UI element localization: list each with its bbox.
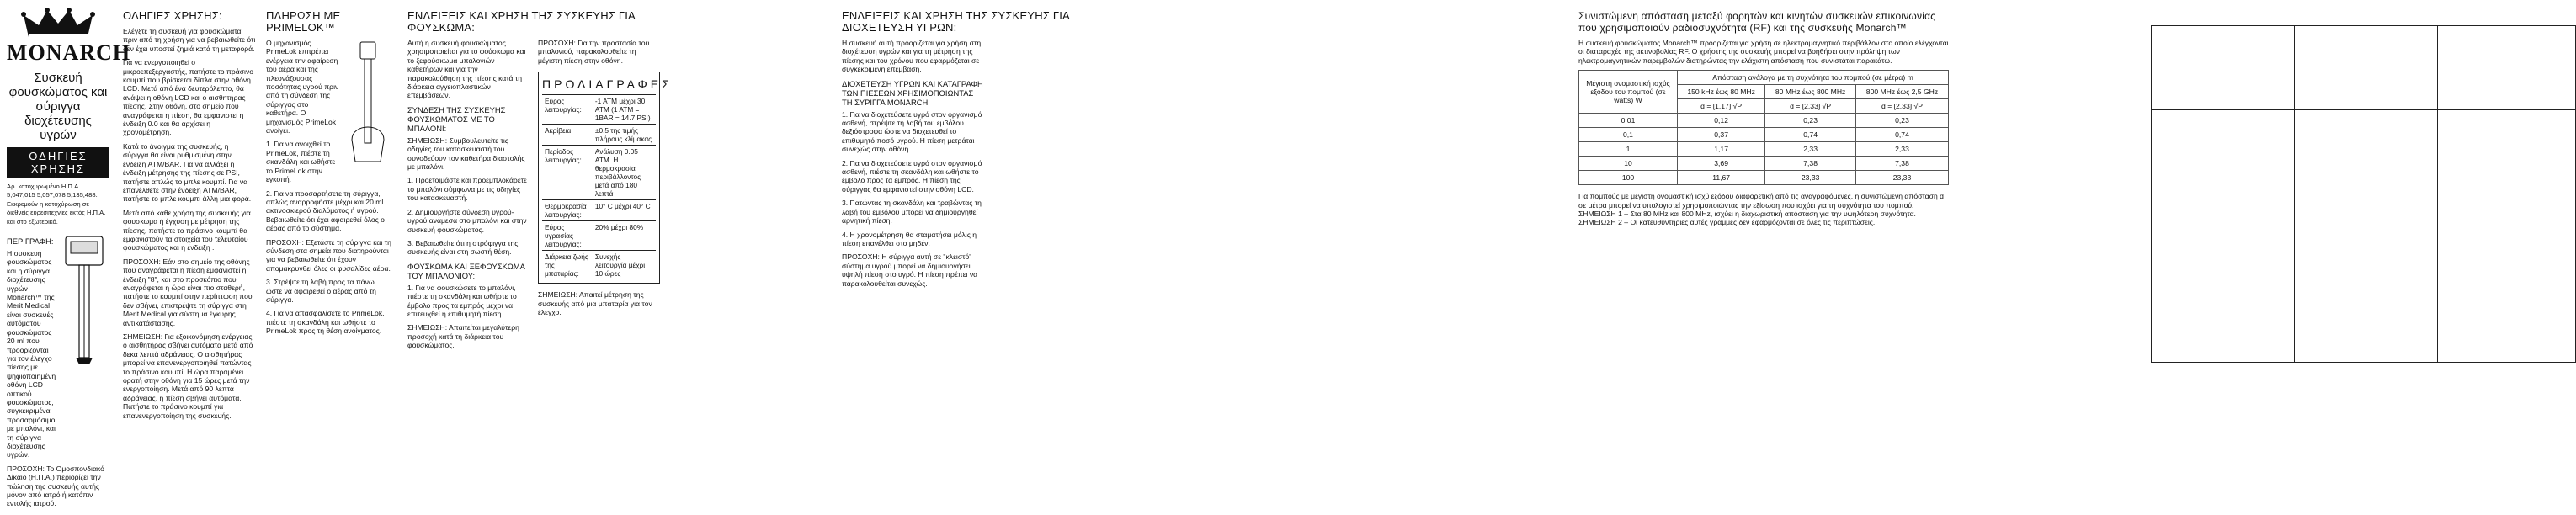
specifications-box xyxy=(538,72,673,284)
power-cell: 0,1 xyxy=(1579,128,1678,142)
spec-label: Εύρος λειτουργίας: xyxy=(542,95,593,125)
spec-row xyxy=(542,251,656,280)
paragraph: Ο μηχανισμός PrimeLok επιτρέπει ενέργεια την αφαίρεση του αέρα και της πλεονάζουσας ποσότητας υγρού πριν από τη σύνδεση της σύριγγας στο καθετήρα. Ο μηχανισμός PrimeLok ανοίγει. xyxy=(266,39,339,135)
step-3: 3. Πατώντας τη σκανδάλη και τραβώντας τη λαβή του εμβόλου μπορεί να δημιουργηθεί αρνητική πίεση. xyxy=(842,199,982,226)
caution-paragraph: ΠΡΟΣΟΧΗ: Για την προστασία του μπαλονιού, παρακολουθείτε τη μέγιστη πίεση στην οθόνη. xyxy=(538,39,650,65)
distance-cell: 0,23 xyxy=(1855,114,1948,128)
spec-label: Θερμοκρασία λειτουργίας: xyxy=(542,200,593,221)
description-text: Η συσκευή φουσκώματος και η σύριγγα διοχέτευσης υγρών Monarch™ της Merit Medical είναι συσκευές αυτόματου φουσκώματος 20 ml που προορίζονται για τον έλεγχο πίεσης με ψηφιοποιημένη οθόνη LCD οπτικού φουσκώματος, συγκεκριμένα προσαρμόσιμο με μπαλόνι, και τη σύριγγα διοχέτευσης υγρών. xyxy=(7,249,56,459)
spec-label: Διάρκεια ζωής της μπαταρίας: xyxy=(542,251,593,280)
distance-cell: 0,12 xyxy=(1678,114,1765,128)
spec-value: ±0.5 της τιμής πλήρους κλίμακας xyxy=(593,125,656,146)
distance-cell: 0,74 xyxy=(1765,128,1856,142)
caution-paragraph: ΠΡΟΣΟΧΗ: Η σύριγγα αυτή σε "κλειστό" σύστημα υγρού μπορεί να δημιουργήσει υψηλή πίεση στο υγρό. Η πίεση πρέπει να παρακολουθείται συνεχώς. xyxy=(842,252,978,288)
power-cell: 10 xyxy=(1579,157,1678,171)
distance-cell: 23,33 xyxy=(1855,171,1948,185)
note-paragraph: ΣΗΜΕΙΩΣΗ: Συμβουλευτείτε τις οδηγίες του κατασκευαστή του συνοδεύουν τον καθετήρα διαστολής με μπαλόνι. xyxy=(407,135,525,172)
distance-cell: 7,38 xyxy=(1765,157,1856,171)
table-row xyxy=(1579,142,1949,157)
paragraph: Για να ενεργοποιηθεί ο μικροεπεξεργαστής, πατήστε το πράσινο κουμπί που βρίσκεται δίπλα στην οθόνη LCD. Μετά από ένα δευτερόλεπτο, θα ανάψει η οθόνη LCD και ο αισθητήρας πίεσης. Στην οθόνη, στο σημείο που αναγράφεται η πίεση, θα εμφανιστεί η ένδειξη 0.0 και θα αρχίσει η χρονομέτρηση. xyxy=(123,58,254,137)
table-row xyxy=(1579,128,1949,142)
distance-cell: 1,17 xyxy=(1678,142,1765,157)
distance-cell: 0,23 xyxy=(1765,114,1856,128)
step-4: 4. Για να απασφαλίσετε το PrimeLok, πιέστε τη σκανδάλη και ωθήστε το PrimeLok προς τη θέση ανοίγματος. xyxy=(266,309,385,336)
distance-cell: 0,74 xyxy=(1855,128,1948,142)
spec-label: Ακρίβεια: xyxy=(542,125,593,146)
blank-grid-page xyxy=(2151,0,2576,515)
spec-row xyxy=(542,125,656,146)
spec-value: 20% μέχρι 80% xyxy=(593,221,656,251)
spec-value: Συνεχής λειτουργία μέχρι 10 ώρες xyxy=(593,251,656,280)
paragraph: Αυτή η συσκευή φουσκώματος χρησιμοποιείται για το φούσκωμα και το ξεφούσκωμα μπαλονιών καθετήρων και για την παρακολούθηση της πίεσης κατά τη διάρκεια αγγειοπλαστικών επεμβάσεων. xyxy=(407,39,526,100)
distance-cell: 7,38 xyxy=(1855,157,1948,171)
paragraph: Μετά από κάθε χρήση της συσκευής για φουσκωμα ή έγχυση με μέτρηση της πίεσης, πατήστε το πράσινο κουμπί θα εμφανιστούν τα στοιχεία του τελευταίου φουσκώματος και η ένδειξη . xyxy=(123,208,251,252)
formula-cell: d = [2.33] √P xyxy=(1855,99,1948,114)
product-title: Συσκευή φουσκώματος και σύριγγα διοχέτευσης υγρών xyxy=(8,71,108,142)
spec-row xyxy=(542,95,656,125)
step-2: 2. Για να διοχετεύσετε υγρό στον οργανισμό ασθενή, πιέστε τη σκανδάλη και ωθήστε το έμβολο προς τα εμπρός. Η πίεση της σύριγγας θα εμφανιστεί στην οθόνη LCD. xyxy=(842,158,982,194)
subheading: ΦΟΥΣΚΩΜΑ ΚΑΙ ΞΕΦΟΥΣΚΩΜΑ ΤΟΥ ΜΠΑΛΟΝΙΟΥ: xyxy=(407,261,525,280)
step-1: 1. Για να ανοιχθεί το PrimeLok, πιέστε τη σκανδάλη και ωθήστε το PrimeLok στην εγκοπή. xyxy=(266,140,336,184)
inflation-column xyxy=(407,7,673,508)
step-2: 2. Δημιουργήστε σύνδεση υγρού-υγρού ανάμεσα στο μπαλόνι και στην συσκευή φουσκώματος. xyxy=(407,207,527,234)
primelok-column xyxy=(266,7,392,508)
rf-footnote: Για πομπούς με μέγιστη ονομαστική ισχύ εξόδου διαφορετική από τις αναγραφόμενες, η συνιστώμενη απόσταση d σε μέτρα μπορεί να υπολογιστεί χρησιμοποιώντας την εξίσωση που ισχύει για τη συχνότητα του πομπού. ΣΗΜΕΙΩΣΗ 1 – Στα 80 MHz και 800 MHz, ισχύει η διαχωριστική απόσταση για την υψηλότερη συχνότητα. ΣΗΜΕΙΩΣΗ 2 – Οι κατευθυντήριες αυτές γραμμές δεν εφαρμόζονται σε όλες τις περιπτώσεις. xyxy=(1578,192,1944,227)
distance-cell: 0,37 xyxy=(1678,128,1765,142)
subheading: ΔΙΟΧΕΤΕΥΣΗ ΥΓΡΩΝ ΚΑΙ ΚΑΤΑΓΡΑΦΗ ΤΩΝ ΠΙΕΣΕΩΝ ΧΡΗΣΙΜΟΠΟΙΩΝΤΑΣ ΤΗ ΣΥΡΙΓΓΑ MONARCH: xyxy=(842,78,983,107)
fluid-heading: ΕΝΔΕΙΞΕΙΣ ΚΑΙ ΧΡΗΣΗ ΤΗΣ ΣΥΣΚΕΥΗΣ ΓΙΑ ΔΙΟΧΕΤΕΥΣΗ ΥΓΡΩΝ: xyxy=(842,9,1070,34)
primelok-heading: ΠΛΗΡΩΣΗ ΜΕ PRIMELOK™ xyxy=(266,9,341,34)
crown-logo-icon xyxy=(7,7,109,40)
note-paragraph: ΣΗΜΕΙΩΣΗ: Απαιτείται μεγαλύτερη προσοχή κατά τη διάρκεια του φουσκώματος. xyxy=(407,323,519,350)
syringe-figure-icon xyxy=(343,39,392,165)
caution-paragraph: ΠΡΟΣΟΧΗ: Εξετάστε τη σύριγγα και τη σύνδεση στα σημεία που διατηρούνται για να βεβαιωθείτε ότι έχουν απομακρυνθεί όλες οι φυσαλίδες αέρα. xyxy=(266,237,391,273)
brand-column xyxy=(7,7,131,508)
band-header: 150 kHz έως 80 MHz xyxy=(1678,85,1765,99)
rf-heading: Συνιστώμενη απόσταση μεταξύ φορητών και κινητών συσκευών επικοινωνίας που χρησιμοποιούν ραδιοσυχνότητα (RF) και της συσκευής Monarch™ xyxy=(1578,10,1936,34)
instructions-bar: ΟΔΗΓΙΕΣ ΧΡΗΣΗΣ xyxy=(7,147,109,178)
step-1: 1. Προετοιμάστε και προεμπλοκάρετε το μπαλόνι σύμφωνα με τις οδηγίες του κατασκευαστή. xyxy=(407,176,527,203)
spec-row xyxy=(542,146,656,200)
spec-row xyxy=(542,221,656,251)
caution-text: ΠΡΟΣΟΧΗ: Το Ομοσπονδιακό Δίκαιο (Η.Π.Α.) περιορίζει την πώληση της συσκευής αυτής μόνον από ιατρό ή κατόπιν εντολής ιατρού. xyxy=(7,464,104,508)
brand-name: MONARCH xyxy=(7,40,131,65)
step-1: 1. Για να διοχετεύσετε υγρό στον οργανισμό ασθενή, στρέψτε τη λαβή του εμβόλου δεξιόστροφα ώστε να διοχετευθεί το επιθυμητό ποσό υγρού. Η πίεση μετράται συνεχώς στην οθόνη. xyxy=(842,109,982,154)
paragraph: Κατά το άνοιγμα της συσκευής, η σύριγγα θα είναι ρυθμισμένη στην ένδειξη ATM/BAR. Για να αλλάξει η ένδειξη μέτρησης της πίεσης σε PSI, πατήστε απλώς το μπλε κουμπί. Για να επανέλθετε στην ένδειξη ATM/BAR, πατήστε το μπλε κουμπί άλλη μια φορά. xyxy=(123,141,252,204)
caution-paragraph: ΠΡΟΣΟΧΗ: Εάν στο σημείο της οθόνης που αναγράφεται η πίεση εμφανιστεί η ένδειξη "8", και στο προσκόπιο που αναγράφεται η ώρα είναι πιο σταθερή, πατήστε το κουμπί στην περίπτωση που δεν σβήνει, επιστρέψτε τη σύριγγα στη Merit Medical για σύστημα έγκυρης αντικατάστασης. xyxy=(123,257,253,327)
power-cell: 100 xyxy=(1579,171,1678,185)
step-4: 4. Η χρονομέτρηση θα σταματήσει μόλις η πίεση επανέλθει στο μηδέν. xyxy=(842,230,977,247)
note-paragraph: ΣΗΜΕΙΩΣΗ: Για εξοικονόμηση ενέργειας ο αισθητήρας σβήνει αυτόματα μετά από δεκα λεπτά αδράνειας. Ο αισθητήρας μπορεί να επανενεργοποιηθεί πατώντας το πράσινο κουμπί. Η ώρα παραμένει ορατή στην οθόνη για 15 ώρες μετά την ενεργοποίηση. Μετά από 90 λεπτά αδράνειας, η πίεση σβήνει αυτόματα. Πατήστε το πράσινο κουμπί για επανενεργοποίηση της συσκευής. xyxy=(123,332,253,420)
table-row xyxy=(1579,171,1949,185)
instructions-heading: ΟΔΗΓΙΕΣ ΧΡΗΣΗΣ: xyxy=(123,9,222,22)
rf-distance-column xyxy=(1578,7,1949,508)
band-header: 800 MHz έως 2,5 GHz xyxy=(1855,85,1948,99)
note-paragraph: ΣΗΜΕΙΩΣΗ: Απαιτεί μέτρηση της συσκευής από μια μπαταρία για τον έλεγχο. xyxy=(538,290,652,317)
band-header: 80 MHz έως 800 MHz xyxy=(1765,85,1856,99)
distance-cell: 11,67 xyxy=(1678,171,1765,185)
distance-header: Απόσταση ανάλογα με τη συχνότητα του πομπού (σε μέτρα) m xyxy=(1678,71,1949,85)
spec-label: Εύρος υγρασίας λειτουργίας: xyxy=(542,221,593,251)
paragraph: Η συσκευή αυτή προορίζεται για χρήση στη διοχέτευση υγρών και για τη μέτρηση της πίεσης και του χρόνου που εφαρμόζεται σε συγκεκριμένη επέμβαση. xyxy=(842,39,982,74)
rf-distance-table xyxy=(1578,70,1949,185)
description-heading: ΠΕΡΙΓΡΑΦΗ: xyxy=(7,236,54,247)
instructions-column xyxy=(123,7,256,508)
patent-text: Αρ. κατοχυρωμένο Η.Π.Α. 5,047,015 5,057,078 5,135,488. Εκκρεμούν η κατοχύρωση σε διεθνείς ευρεσιτεχνίες εκτός Η.Π.Α. και στο εξωτερικό. xyxy=(7,183,106,226)
step-3: 3. Βεβαιωθείτε ότι η στρόφιγγα της συσκευής είναι στη σωστή θέση. xyxy=(407,238,519,257)
fluid-delivery-column xyxy=(842,7,1094,508)
distance-cell: 2,33 xyxy=(1855,142,1948,157)
spec-label: Περίοδος λειτουργίας: xyxy=(542,146,593,200)
formula-cell: d = [1.17] √P xyxy=(1678,99,1765,114)
step-1: 1. Για να φουσκώσετε το μπαλόνι, πιέστε τη σκανδάλη και ωθήστε το έμβολο προς τα εμπρός μέχρι να επιτευχθεί η επιθυμητή πίεση. xyxy=(407,283,517,318)
table-row xyxy=(1579,157,1949,171)
table-row xyxy=(1579,114,1949,128)
spec-value: Ανάλυση 0.05 ATM. Η θερμοκρασία περιβάλλοντος μετά από 180 λεπτά xyxy=(593,146,656,200)
specifications-table xyxy=(542,94,656,279)
subheading: ΣΥΝΔΕΣΗ ΤΗΣ ΣΥΣΚΕΥΗΣ ΦΟΥΣΚΩΜΑΤΟΣ ΜΕ ΤΟ ΜΠΑΛΟΝΙ: xyxy=(407,104,506,133)
step-3: 3. Στρέψτε τη λαβή προς τα πάνω ώστε να αφαιρεθεί ο αέρας από τη σύριγγα. xyxy=(266,278,376,304)
distance-cell: 3,69 xyxy=(1678,157,1765,171)
paragraph: Ελέγξτε τη συσκευή για φουσκώματα πριν από τη χρήση για να βεβαιωθείτε ότι δεν έχει υποστεί ζημιά κατά τη μεταφορά. xyxy=(123,27,256,53)
power-cell: 1 xyxy=(1579,142,1678,157)
spec-value: 10° C μέχρι 40° C xyxy=(593,200,656,221)
inflation-heading: ΕΝΔΕΙΞΕΙΣ ΚΑΙ ΧΡΗΣΗ ΤΗΣ ΣΥΣΚΕΥΗΣ ΓΙΑ ΦΟΥΣΚΩΜΑ: xyxy=(407,9,636,34)
power-cell: 0,01 xyxy=(1579,114,1678,128)
rf-intro: Η συσκευή φουσκώματος Monarch™ προορίζεται για χρήση σε ηλεκτρομαγνητικό περιβάλλον στο οποίο ελέγχονται οι διαταραχές της ακτινοβολίας RF. Ο χρήστης της συσκευής μπορεί να βοηθήσει στην πρόληψη των ηλεκτρομαγνητικών παρεμβολών διατηρώντας την ελάχιστη απόσταση που συνιστάται παρακάτω. xyxy=(1578,39,1949,65)
distance-cell: 23,33 xyxy=(1765,171,1856,185)
device-illustration-icon xyxy=(59,231,109,366)
formula-cell: d = [2.33] √P xyxy=(1765,99,1856,114)
specifications-title: ΠΡΟΔΙΑΓΡΑΦΕΣ xyxy=(542,77,673,92)
step-2: 2. Για να προσαρτήσετε τη σύριγγα, απλώς αναρροφήστε μέχρι και 20 ml ακτινοσκιερού διαλύματος ή υγρού. Βεβαιωθείτε ότι έχει αφαιρεθεί όλος ο αέρας από το σύστημα. xyxy=(266,188,385,233)
spec-row xyxy=(542,200,656,221)
spec-value: -1 ATM μέχρι 30 ATM (1 ATM = 1BAR = 14.7 PSI) xyxy=(593,95,656,125)
power-header: Μέγιστη ονομαστική ισχύς εξόδου του πομπού (σε watts) W xyxy=(1579,71,1678,114)
distance-cell: 2,33 xyxy=(1765,142,1856,157)
